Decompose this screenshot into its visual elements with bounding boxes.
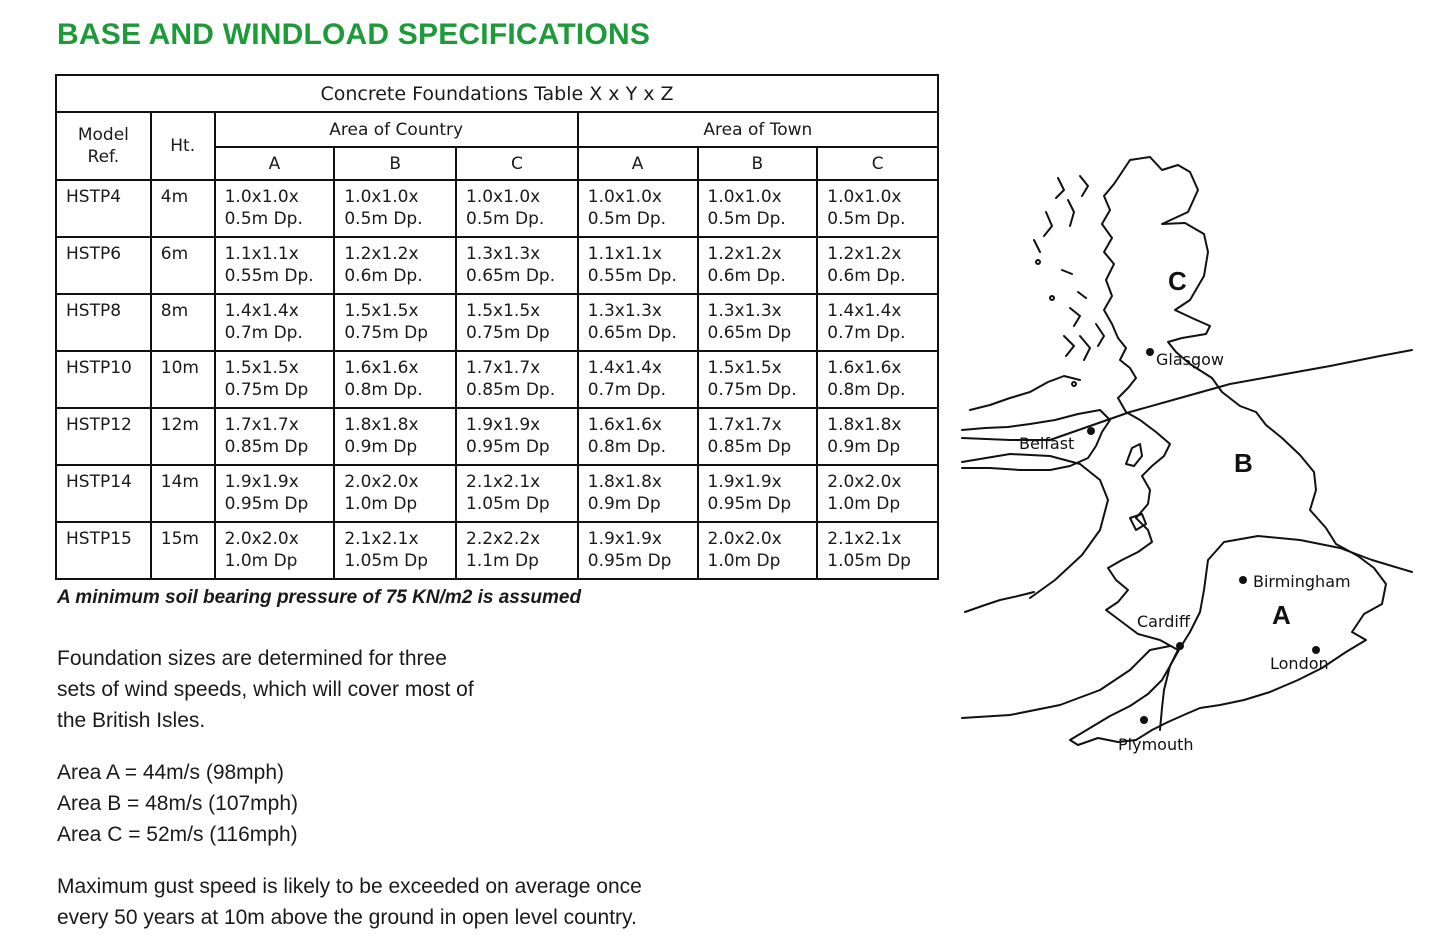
model-ref-cell: HSTP14 <box>56 465 151 522</box>
base-dimensions: 1.2x1.2x <box>827 244 902 264</box>
base-depth: 0.55m Dp. <box>587 266 677 286</box>
ireland-coast-south <box>965 592 1034 612</box>
foundation-size-cell <box>817 408 938 465</box>
base-depth: 0.95m Dp <box>466 437 550 457</box>
base-depth: 0.75m Dp <box>466 323 550 343</box>
hebrides-islands <box>1034 176 1104 360</box>
base-dimensions: 1.2x1.2x <box>344 244 419 264</box>
base-dimensions: 1.7x1.7x <box>224 415 299 435</box>
base-depth: 1.0m Dp <box>827 494 901 514</box>
foundation-size-cell <box>698 408 818 465</box>
table-row <box>56 180 938 237</box>
base-depth: 0.5m Dp. <box>224 209 303 229</box>
base-depth: 0.5m Dp. <box>587 209 667 229</box>
base-depth: 0.85m Dp <box>224 437 309 457</box>
base-dimensions: 2.1x2.1x <box>827 529 902 549</box>
city-label-cardiff: Cardiff <box>1137 612 1190 631</box>
area-c-speed: Area C = 52m/s (116mph) <box>57 823 298 846</box>
model-ref-cell: HSTP4 <box>56 180 151 237</box>
foundation-size-cell <box>817 522 938 579</box>
base-depth: 0.65m Dp <box>707 323 792 343</box>
base-depth: 0.9m Dp <box>344 437 418 457</box>
foundation-size-cell <box>578 351 698 408</box>
base-depth: 0.6m Dp. <box>827 266 906 286</box>
base-depth: 0.5m Dp. <box>827 209 906 229</box>
base-dimensions: 1.3x1.3x <box>587 301 662 321</box>
base-dimensions: 1.5x1.5x <box>224 358 299 378</box>
base-dimensions: 1.0x1.0x <box>466 187 541 207</box>
base-dimensions: 1.7x1.7x <box>466 358 541 378</box>
city-label-glasgow: Glasgow <box>1156 350 1225 369</box>
gust-line: every 50 years at 10m above the ground in open level country. <box>57 906 637 929</box>
base-dimensions: 1.8x1.8x <box>344 415 419 435</box>
base-dimensions: 1.0x1.0x <box>344 187 419 207</box>
base-dimensions: 1.0x1.0x <box>587 187 662 207</box>
col-header: B <box>698 147 818 180</box>
model-ref-cell: HSTP8 <box>56 294 151 351</box>
base-depth: 0.85m Dp. <box>466 380 556 400</box>
height-cell: 12m <box>151 408 215 465</box>
area-b-speed: Area B = 48m/s (107mph) <box>57 792 299 815</box>
foundation-size-cell <box>334 237 456 294</box>
foundation-size-cell <box>578 294 698 351</box>
foundation-size-cell <box>817 237 938 294</box>
base-dimensions: 1.4x1.4x <box>587 358 662 378</box>
base-dimensions: 2.0x2.0x <box>827 472 902 492</box>
base-dimensions: 1.9x1.9x <box>707 472 782 492</box>
base-dimensions: 1.3x1.3x <box>707 301 782 321</box>
zone-label-c: C <box>1168 266 1187 296</box>
base-dimensions: 1.4x1.4x <box>827 301 902 321</box>
base-depth: 0.8m Dp. <box>587 437 667 457</box>
foundation-size-cell <box>698 522 818 579</box>
foundation-size-cell <box>698 237 818 294</box>
base-dimensions: 1.5x1.5x <box>344 301 419 321</box>
zone-boundary-ireland <box>962 454 1108 598</box>
table-row <box>56 351 938 408</box>
height-cell: 6m <box>151 237 215 294</box>
base-depth: 0.7m Dp. <box>224 323 303 343</box>
base-depth: 0.65m Dp. <box>466 266 556 286</box>
belfast-marker <box>1087 427 1095 435</box>
base-dimensions: 1.8x1.8x <box>587 472 662 492</box>
foundation-size-cell <box>698 180 818 237</box>
base-dimensions: 1.5x1.5x <box>466 301 541 321</box>
base-depth: 0.95m Dp <box>224 494 309 514</box>
base-dimensions: 1.7x1.7x <box>707 415 782 435</box>
height-cell: 10m <box>151 351 215 408</box>
zone-label-a: A <box>1272 600 1291 630</box>
foundation-size-cell <box>698 465 818 522</box>
base-depth: 1.0m Dp <box>224 551 298 571</box>
base-depth: 0.8m Dp. <box>827 380 906 400</box>
foundation-size-cell <box>215 408 335 465</box>
table-caption: Concrete Foundations Table X x Y x Z <box>56 75 938 112</box>
foundation-size-cell <box>578 522 698 579</box>
intro-line: sets of wind speeds, which will cover most of <box>57 678 474 701</box>
glasgow-marker <box>1146 348 1154 356</box>
base-dimensions: 1.9x1.9x <box>587 529 662 549</box>
base-depth: 0.9m Dp <box>827 437 901 457</box>
model-ref-cell: HSTP15 <box>56 522 151 579</box>
base-depth: 1.0m Dp <box>344 494 418 514</box>
col-header: C <box>456 147 578 180</box>
foundation-size-cell <box>215 294 335 351</box>
foundation-size-cell <box>334 294 456 351</box>
foundation-size-cell <box>578 180 698 237</box>
foundation-size-cell <box>215 180 335 237</box>
base-dimensions: 2.0x2.0x <box>707 529 782 549</box>
foundation-size-cell <box>215 522 335 579</box>
group-header-town: Area of Town <box>578 112 938 147</box>
foundation-size-cell <box>698 294 818 351</box>
base-dimensions: 2.2x2.2x <box>466 529 541 549</box>
foundation-size-cell <box>456 408 578 465</box>
model-header: Model Ref. <box>56 112 151 180</box>
base-dimensions: 1.0x1.0x <box>707 187 782 207</box>
foundation-size-cell <box>456 522 578 579</box>
base-depth: 0.95m Dp <box>707 494 792 514</box>
table-row <box>56 408 938 465</box>
area-a-speed: Area A = 44m/s (98mph) <box>57 761 285 784</box>
base-depth: 0.8m Dp. <box>344 380 423 400</box>
foundation-size-cell <box>578 237 698 294</box>
base-depth: 1.05m Dp <box>466 494 550 514</box>
base-depth: 0.5m Dp. <box>707 209 786 229</box>
foundation-size-cell <box>334 351 456 408</box>
base-dimensions: 1.5x1.5x <box>707 358 782 378</box>
isle-of-man <box>1126 444 1142 466</box>
page-title: BASE AND WINDLOAD SPECIFICATIONS <box>57 18 651 51</box>
foundation-size-cell <box>817 180 938 237</box>
height-cell: 4m <box>151 180 215 237</box>
foundation-size-cell <box>578 408 698 465</box>
plymouth-marker <box>1140 716 1148 724</box>
table-row <box>56 522 938 579</box>
intro-line: the British Isles. <box>57 709 206 732</box>
foundation-size-cell <box>817 294 938 351</box>
foundation-size-cell <box>334 465 456 522</box>
base-depth: 0.85m Dp <box>707 437 792 457</box>
height-cell: 8m <box>151 294 215 351</box>
base-dimensions: 1.1x1.1x <box>587 244 662 264</box>
wind-zone-map <box>958 150 1418 760</box>
intro-line: Foundation sizes are determined for three <box>57 647 447 670</box>
base-dimensions: 2.1x2.1x <box>344 529 419 549</box>
city-label-belfast: Belfast <box>1019 434 1075 453</box>
base-depth: 1.05m Dp <box>344 551 429 571</box>
foundation-size-cell <box>456 465 578 522</box>
base-dimensions: 2.1x2.1x <box>466 472 541 492</box>
foundation-size-cell <box>578 465 698 522</box>
base-depth: 1.05m Dp <box>827 551 911 571</box>
foundations-table <box>55 74 939 580</box>
base-dimensions: 2.0x2.0x <box>344 472 419 492</box>
base-depth: 1.0m Dp <box>707 551 781 571</box>
zone-boundary-west <box>962 646 1170 718</box>
foundation-size-cell <box>456 351 578 408</box>
foundation-size-cell <box>334 408 456 465</box>
foundation-size-cell <box>456 180 578 237</box>
soil-bearing-note: A minimum soil bearing pressure of 75 KN/m2 is assumed <box>57 587 582 608</box>
intro-paragraph <box>57 643 474 736</box>
zone-label-b: B <box>1234 448 1253 478</box>
table-row <box>56 465 938 522</box>
foundation-size-cell <box>215 465 335 522</box>
height-cell: 14m <box>151 465 215 522</box>
base-depth: 0.5m Dp. <box>466 209 545 229</box>
base-depth: 0.9m Dp <box>587 494 661 514</box>
height-header: Ht. <box>151 112 215 180</box>
base-dimensions: 1.0x1.0x <box>827 187 902 207</box>
foundation-size-cell <box>215 237 335 294</box>
base-depth: 0.75m Dp <box>344 323 429 343</box>
london-marker <box>1312 646 1320 654</box>
great-britain-outline <box>1070 157 1386 745</box>
base-depth: 0.65m Dp. <box>587 323 677 343</box>
ireland-coast <box>970 376 1080 410</box>
gust-paragraph <box>57 871 642 933</box>
base-dimensions: 1.0x1.0x <box>224 187 299 207</box>
base-depth: 0.75m Dp. <box>707 380 797 400</box>
base-depth: 0.6m Dp. <box>707 266 786 286</box>
base-dimensions: 1.6x1.6x <box>344 358 419 378</box>
city-label-birmingham: Birmingham <box>1253 572 1351 591</box>
base-dimensions: 1.3x1.3x <box>466 244 541 264</box>
base-depth: 0.7m Dp. <box>587 380 667 400</box>
gust-line: Maximum gust speed is likely to be exceeded on average once <box>57 875 642 898</box>
foundation-size-cell <box>456 237 578 294</box>
foundation-size-cell <box>817 465 938 522</box>
height-cell: 15m <box>151 522 215 579</box>
base-dimensions: 1.9x1.9x <box>224 472 299 492</box>
base-depth: 0.6m Dp. <box>344 266 423 286</box>
zone-boundary-b-a <box>1160 536 1412 730</box>
birmingham-marker <box>1239 576 1247 584</box>
cardiff-marker <box>1176 642 1184 650</box>
group-header-country: Area of Country <box>215 112 578 147</box>
foundation-size-cell <box>215 351 335 408</box>
base-dimensions: 1.9x1.9x <box>466 415 541 435</box>
base-depth: 0.95m Dp <box>587 551 672 571</box>
foundation-size-cell <box>334 522 456 579</box>
base-depth: 0.7m Dp. <box>827 323 906 343</box>
base-depth: 0.5m Dp. <box>344 209 423 229</box>
col-header: A <box>215 147 335 180</box>
base-depth: 1.1m Dp <box>466 551 539 571</box>
base-dimensions: 2.0x2.0x <box>224 529 299 549</box>
foundation-size-cell <box>456 294 578 351</box>
base-dimensions: 1.2x1.2x <box>707 244 782 264</box>
base-dimensions: 1.6x1.6x <box>827 358 902 378</box>
base-depth: 0.75m Dp <box>224 380 309 400</box>
base-dimensions: 1.8x1.8x <box>827 415 902 435</box>
foundation-size-cell <box>334 180 456 237</box>
model-ref-cell: HSTP6 <box>56 237 151 294</box>
foundation-size-cell <box>817 351 938 408</box>
table-row <box>56 237 938 294</box>
col-header: B <box>334 147 456 180</box>
table-row <box>56 294 938 351</box>
base-dimensions: 1.4x1.4x <box>224 301 299 321</box>
base-dimensions: 1.6x1.6x <box>587 415 662 435</box>
wind-speed-list <box>57 757 298 850</box>
model-ref-cell: HSTP12 <box>56 408 151 465</box>
model-ref-cell: HSTP10 <box>56 351 151 408</box>
col-header: C <box>817 147 938 180</box>
col-header: A <box>578 147 698 180</box>
base-depth: 0.55m Dp. <box>224 266 314 286</box>
base-dimensions: 1.1x1.1x <box>224 244 299 264</box>
foundation-size-cell <box>698 351 818 408</box>
city-label-plymouth: Plymouth <box>1118 735 1194 754</box>
city-label-london: London <box>1270 654 1329 673</box>
